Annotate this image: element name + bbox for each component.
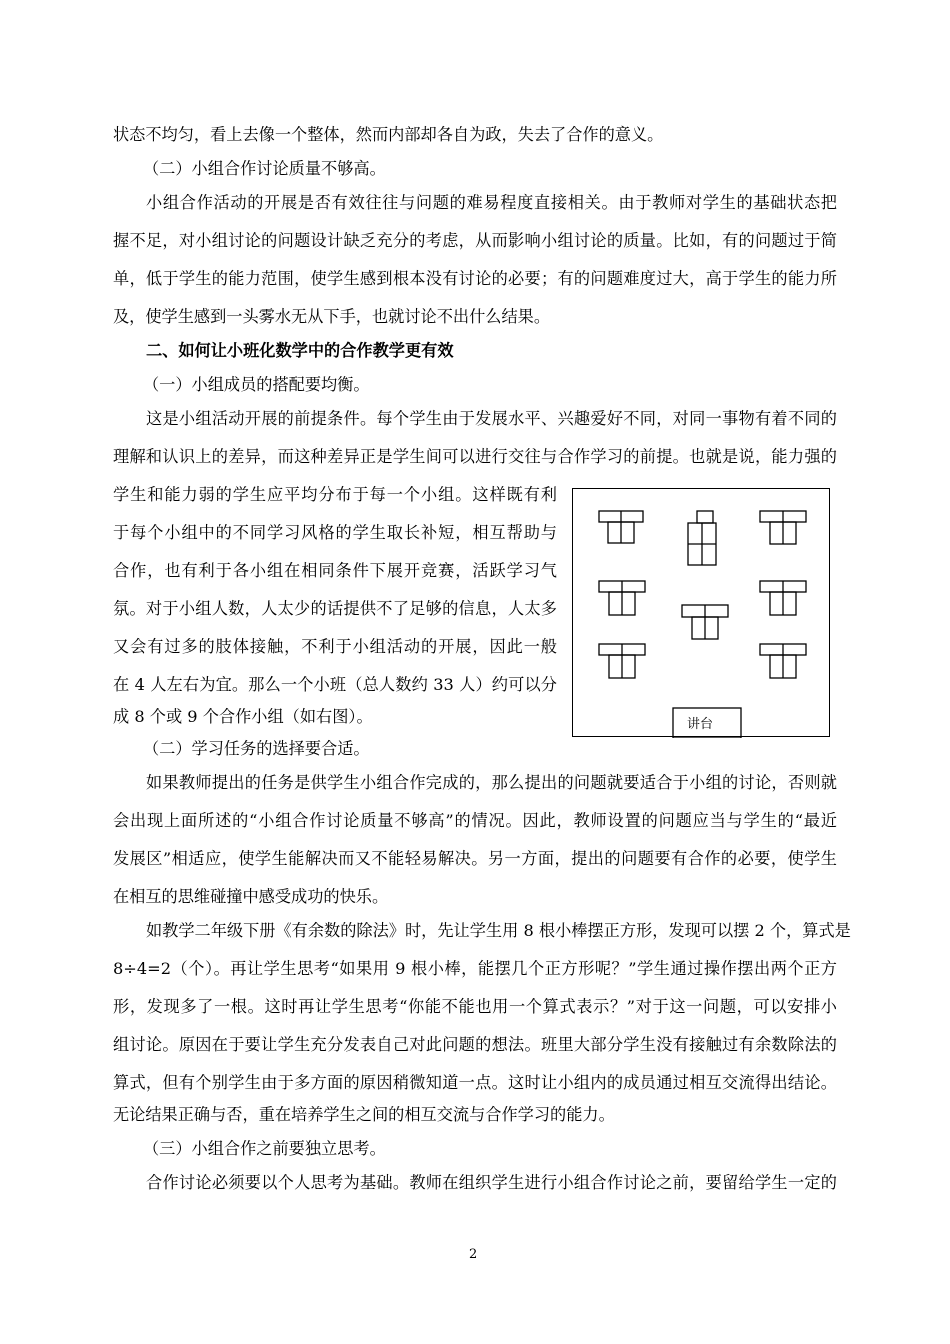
classroom-layout-figure: [572, 488, 830, 737]
body-text-line: 算式，但有个别学生由于多方面的原因稍微知道一点。这时让小组内的成员通过相互交流得出结论。: [113, 1073, 837, 1092]
body-text-line: 会出现上面所述的“小组合作讨论质量不够高”的情况。因此，教师设置的问题应当与学生的“最近: [113, 811, 837, 830]
desk-group-1: [599, 511, 643, 543]
body-text-line: 如果教师提出的任务是供学生小组合作完成的，那么提出的问题就要适合于小组的讨论，否则就: [146, 773, 837, 792]
body-text-line: 状态不均匀，看上去像一个整体，然而内部却各自为政，失去了合作的意义。: [113, 125, 664, 144]
desk-group-3: [760, 511, 806, 544]
desk-group-2: [688, 511, 716, 565]
body-text-line: 成 8 个或 9 个合作小组（如右图）。: [113, 707, 373, 726]
desk-group-4: [599, 581, 645, 615]
body-text-line: 于每个小组中的不同学习风格的学生取长补短，相互帮助与: [113, 523, 557, 542]
body-text-line: 握不足，对小组讨论的问题设计缺乏充分的考虑，从而影响小组讨论的质量。比如，有的问题过于简: [113, 231, 837, 250]
section-heading-3: （三）小组合作之前要独立思考。: [143, 1139, 386, 1158]
desk-group-6: [760, 581, 806, 615]
body-text-line: 这是小组活动开展的前提条件。每个学生由于发展水平、兴趣爱好不同，对同一事物有着不同的: [146, 409, 837, 428]
desk-group-7: [599, 644, 645, 678]
body-text-line: 发展区”相适应，使学生能解决而又不能轻易解决。另一方面，提出的问题要有合作的必要，使学生: [113, 849, 837, 868]
section-heading-2: （二）学习任务的选择要合适。: [143, 739, 370, 758]
body-text-line: 合作，也有利于各小组在相同条件下展开竞赛，活跃学习气: [113, 561, 557, 580]
body-text-line: 形，发现多了一根。这时再让学生思考“你能不能也用一个算式表示？”对于这一问题，可以安排小: [113, 997, 837, 1016]
body-text-line: 小组合作活动的开展是否有效往往与问题的难易程度直接相关。由于教师对学生的基础状态把: [146, 193, 837, 212]
body-text-line: 学生和能力弱的学生应平均分布于每一个小组。这样既有利: [113, 485, 557, 504]
page-number: 2: [469, 1247, 478, 1262]
body-text-line: 8÷4=2（个）。再让学生思考“如果用 9 根小棒，能摆几个正方形呢？”学生通过操作摆出两个正方: [113, 959, 837, 978]
classroom-layout-diagram: [573, 489, 831, 738]
podium-label: 讲台: [687, 717, 714, 732]
body-text-line: 合作讨论必须要以个人思考为基础。教师在组织学生进行小组合作讨论之前，要留给学生一定的: [146, 1173, 837, 1192]
section-heading-1: （一）小组成员的搭配要均衡。: [143, 375, 370, 394]
section-heading-2: （二）小组合作讨论质量不够高。: [143, 159, 386, 178]
body-text-line: 无论结果正确与否，重在培养学生之间的相互交流与合作学习的能力。: [113, 1105, 615, 1124]
body-text-line: 在相互的思维碰撞中感受成功的快乐。: [113, 887, 389, 906]
body-text-line: 组讨论。原因在于要让学生充分发表自己对此问题的想法。班里大部分学生没有接触过有余数除法的: [113, 1035, 837, 1054]
body-text-line: 理解和认识上的差异，而这种差异正是学生间可以进行交往与合作学习的前提。也就是说，能力强的: [113, 447, 837, 466]
body-text-line: 又会有过多的肢体接触，不利于小组活动的开展，因此一般: [113, 637, 557, 656]
chapter-heading: 二、如何让小班化数学中的合作教学更有效: [146, 341, 454, 360]
body-text-line: 及，使学生感到一头雾水无从下手，也就讨论不出什么结果。: [113, 307, 551, 326]
body-text-line: 如教学二年级下册《有余数的除法》时，先让学生用 8 根小棒摆正方形，发现可以摆 2 个，算式是: [146, 921, 851, 940]
body-text-line: 单，低于学生的能力范围，使学生感到根本没有讨论的必要；有的问题难度过大，高于学生的能力所: [113, 269, 837, 288]
body-text-line: 在 4 人左右为宜。那么一个小班（总人数约 33 人）约可以分: [113, 675, 557, 694]
desk-group-5: [682, 605, 728, 639]
body-text-line: 氛。对于小组人数，人太少的话提供不了足够的信息，人太多: [113, 599, 557, 618]
desk-group-8: [760, 644, 806, 678]
